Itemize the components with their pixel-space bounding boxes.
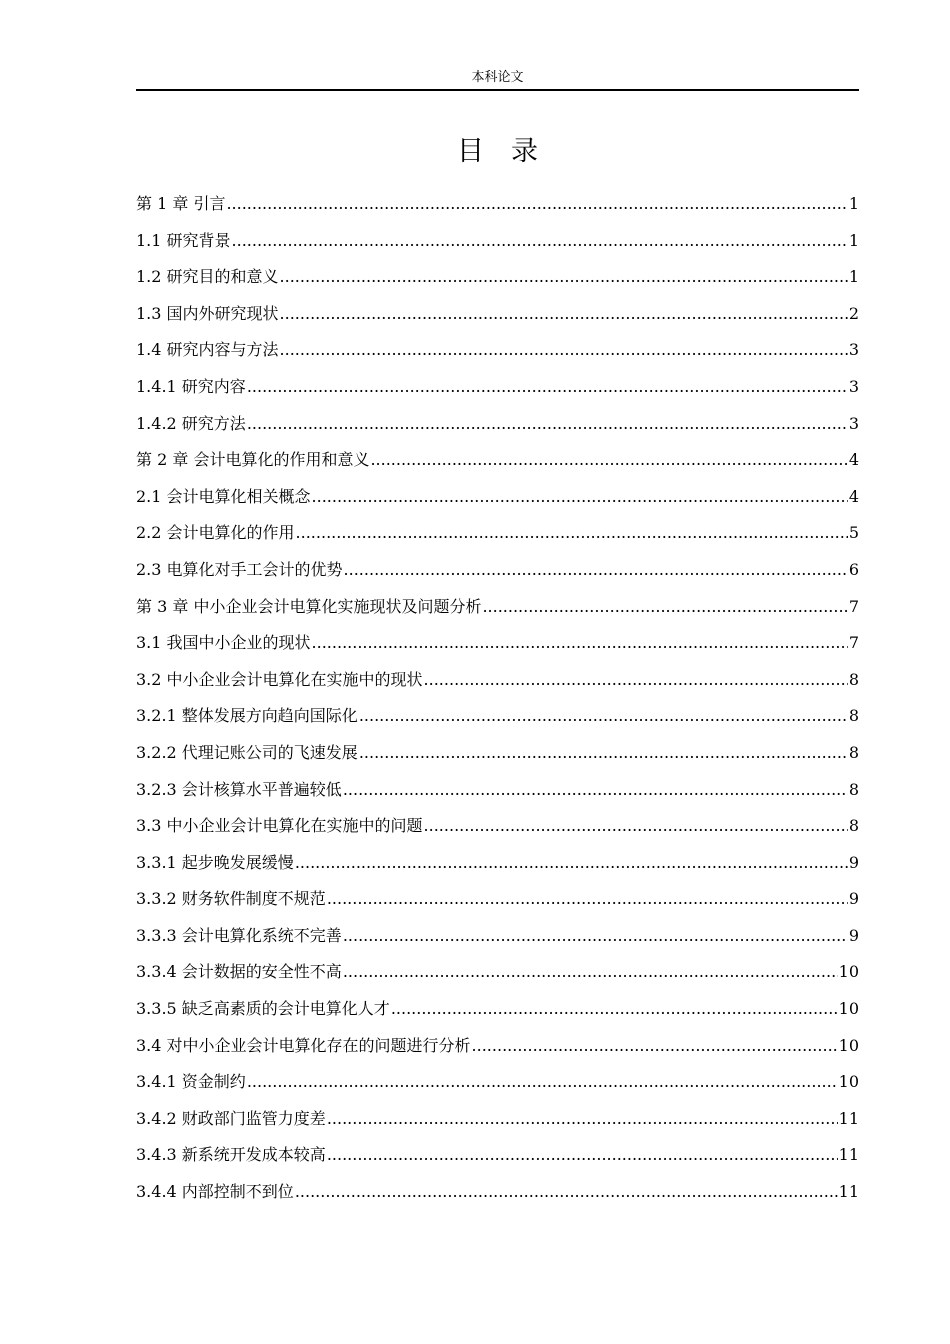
toc-entry[interactable] bbox=[136, 918, 859, 955]
toc-page-number: 10 bbox=[838, 1072, 859, 1092]
toc-entry[interactable] bbox=[136, 1101, 859, 1138]
toc-page-number: 3 bbox=[848, 413, 859, 433]
toc-dot-leader bbox=[247, 1064, 838, 1101]
toc-entry[interactable] bbox=[136, 406, 859, 443]
toc-entry-label: 3.3 中小企业会计电算化在实施中的问题 bbox=[136, 816, 423, 836]
toc-entry[interactable] bbox=[136, 369, 859, 406]
toc-page-number: 4 bbox=[848, 486, 859, 506]
toc-entry-label: 1.2 研究目的和意义 bbox=[136, 267, 279, 287]
toc-entry-label: 1.3 国内外研究现状 bbox=[136, 303, 279, 323]
toc-entry[interactable] bbox=[136, 1064, 859, 1101]
toc-dot-leader bbox=[344, 552, 848, 589]
toc-page-number: 11 bbox=[838, 1108, 859, 1128]
toc-dot-leader bbox=[482, 589, 847, 626]
toc-entry-label: 3.3.2 财务软件制度不规范 bbox=[136, 889, 326, 909]
toc-entry-label: 3.2.2 代理记账公司的飞速发展 bbox=[136, 742, 358, 762]
toc-dot-leader bbox=[312, 479, 848, 516]
toc-page-number: 6 bbox=[848, 559, 859, 579]
toc-entry[interactable] bbox=[136, 223, 859, 260]
toc-entry[interactable] bbox=[136, 735, 859, 772]
toc-page-number: 10 bbox=[838, 1035, 859, 1055]
toc-entry-label: 3.3.4 会计数据的安全性不高 bbox=[136, 962, 342, 982]
toc-page-number: 8 bbox=[848, 816, 859, 836]
toc-page-number: 9 bbox=[848, 852, 859, 872]
toc-page-number: 7 bbox=[848, 596, 859, 616]
toc-page-number: 8 bbox=[848, 742, 859, 762]
toc-dot-leader bbox=[359, 698, 848, 735]
toc-entry-label: 3.2.1 整体发展方向趋向国际化 bbox=[136, 706, 358, 726]
toc-dot-leader bbox=[391, 991, 838, 1028]
toc-dot-leader bbox=[359, 735, 848, 772]
toc-entry-label: 3.4.4 内部控制不到位 bbox=[136, 1182, 294, 1202]
toc-entry[interactable] bbox=[136, 589, 859, 626]
toc-dot-leader bbox=[295, 845, 848, 882]
page-header: 本科论文 bbox=[136, 68, 859, 91]
toc-entry[interactable] bbox=[136, 698, 859, 735]
toc-entry[interactable] bbox=[136, 662, 859, 699]
toc-page-number: 11 bbox=[838, 1145, 859, 1165]
toc-entry-label: 3.2 中小企业会计电算化在实施中的现状 bbox=[136, 669, 423, 689]
toc-entry[interactable] bbox=[136, 991, 859, 1028]
toc-entry-label: 1.4 研究内容与方法 bbox=[136, 340, 279, 360]
toc-dot-leader bbox=[343, 954, 838, 991]
toc-entry-label: 第 1 章 引言 bbox=[136, 194, 226, 213]
toc-page-number: 3 bbox=[848, 376, 859, 396]
toc-entry-label: 2.3 电算化对手工会计的优势 bbox=[136, 559, 343, 579]
toc-entry[interactable] bbox=[136, 808, 859, 845]
toc-entry-label: 3.3.5 缺乏高素质的会计电算化人才 bbox=[136, 999, 390, 1019]
toc-entry[interactable] bbox=[136, 625, 859, 662]
toc-dot-leader bbox=[327, 1101, 838, 1138]
toc-dot-leader bbox=[296, 515, 848, 552]
toc-dot-leader bbox=[327, 1137, 838, 1174]
toc-entry[interactable] bbox=[136, 552, 859, 589]
toc-page-number: 11 bbox=[838, 1182, 859, 1202]
toc-dot-leader bbox=[295, 1174, 838, 1211]
toc-dot-leader bbox=[472, 1028, 838, 1065]
toc-dot-leader bbox=[370, 442, 847, 479]
toc-entry-label: 3.3.3 会计电算化系统不完善 bbox=[136, 925, 342, 945]
toc-entry-label: 1.4.1 研究内容 bbox=[136, 376, 246, 396]
toc-entry[interactable] bbox=[136, 515, 859, 552]
toc-entry-label: 3.4 对中小企业会计电算化存在的问题进行分析 bbox=[136, 1035, 471, 1055]
toc-page-number: 2 bbox=[848, 303, 859, 323]
toc-page-number: 8 bbox=[848, 669, 859, 689]
toc-page-number: 1 bbox=[848, 267, 859, 287]
toc-entry[interactable] bbox=[136, 296, 859, 333]
toc-entry[interactable] bbox=[136, 881, 859, 918]
toc-page-number: 4 bbox=[848, 450, 859, 470]
toc-entry[interactable] bbox=[136, 1028, 859, 1065]
toc-page-number: 3 bbox=[848, 340, 859, 360]
toc-entry[interactable] bbox=[136, 772, 859, 809]
toc-entry[interactable] bbox=[136, 186, 859, 223]
toc-entry[interactable] bbox=[136, 1137, 859, 1174]
toc-entry[interactable] bbox=[136, 479, 859, 516]
toc-dot-leader bbox=[343, 918, 848, 955]
toc-dot-leader bbox=[327, 881, 848, 918]
toc-page-number: 9 bbox=[848, 925, 859, 945]
toc-dot-leader bbox=[247, 369, 848, 406]
toc-page-number: 1 bbox=[848, 194, 859, 213]
toc-entry-label: 1.1 研究背景 bbox=[136, 230, 231, 250]
toc-page-number: 10 bbox=[838, 999, 859, 1019]
table-of-contents bbox=[136, 186, 859, 1211]
toc-entry[interactable] bbox=[136, 442, 859, 479]
toc-entry-label: 3.4.2 财政部门监管力度差 bbox=[136, 1108, 326, 1128]
toc-entry-label: 1.4.2 研究方法 bbox=[136, 413, 246, 433]
toc-entry-label: 第 3 章 中小企业会计电算化实施现状及问题分析 bbox=[136, 596, 482, 616]
toc-entry-label: 3.4.1 资金制约 bbox=[136, 1072, 246, 1092]
toc-page-number: 10 bbox=[838, 962, 859, 982]
toc-entry-label: 2.2 会计电算化的作用 bbox=[136, 523, 295, 543]
toc-page-number: 8 bbox=[848, 779, 859, 799]
toc-dot-leader bbox=[343, 772, 848, 809]
toc-page-number: 7 bbox=[848, 633, 859, 653]
toc-entry-label: 3.4.3 新系统开发成本较高 bbox=[136, 1145, 326, 1165]
toc-dot-leader bbox=[280, 296, 848, 333]
toc-entry-label: 3.2.3 会计核算水平普遍较低 bbox=[136, 779, 342, 799]
toc-entry-label: 2.1 会计电算化相关概念 bbox=[136, 486, 311, 506]
toc-page-number: 9 bbox=[848, 889, 859, 909]
toc-dot-leader bbox=[280, 332, 848, 369]
toc-entry-label: 第 2 章 会计电算化的作用和意义 bbox=[136, 450, 370, 470]
toc-page-number: 8 bbox=[848, 706, 859, 726]
toc-dot-leader bbox=[232, 223, 848, 260]
toc-title: 目 录 bbox=[457, 136, 538, 167]
toc-entry[interactable] bbox=[136, 259, 859, 296]
toc-dot-leader bbox=[280, 259, 848, 296]
toc-dot-leader bbox=[424, 808, 848, 845]
toc-entry[interactable] bbox=[136, 954, 859, 991]
toc-page-number: 1 bbox=[848, 230, 859, 250]
toc-entry[interactable] bbox=[136, 1174, 859, 1211]
toc-entry-label: 3.3.1 起步晚发展缓慢 bbox=[136, 852, 294, 872]
toc-dot-leader bbox=[312, 625, 848, 662]
toc-dot-leader bbox=[424, 662, 848, 699]
toc-entry[interactable] bbox=[136, 332, 859, 369]
toc-entry[interactable] bbox=[136, 845, 859, 882]
toc-dot-leader bbox=[226, 186, 847, 223]
toc-entry-label: 3.1 我国中小企业的现状 bbox=[136, 633, 311, 653]
toc-page-number: 5 bbox=[848, 523, 859, 543]
toc-dot-leader bbox=[247, 406, 848, 443]
